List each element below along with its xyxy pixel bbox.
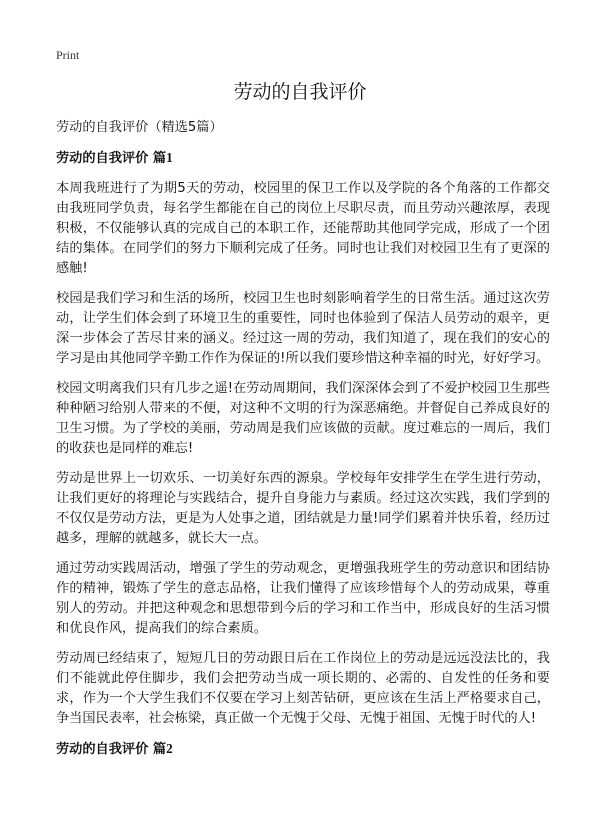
paragraph: 本周我班进行了为期5天的劳动，校园里的保卫工作以及学院的各个角落的工作都交由我班同学负责，每名学生都能在自己的岗位上尽职尽责，而且劳动兴趣浓厚，表现积极，不仅能够认真的完成自己的本职工作，还能帮助其他同学完成，形成了一个团结的集体。在同学们的努力下顺利完成了任务。同时也让我们对校园卫生有了更深的感触! — [56, 181, 550, 276]
print-link[interactable]: Print — [56, 48, 80, 62]
section-heading-number: 1 — [166, 150, 173, 165]
paragraph: 劳动周已经结束了，短短几日的劳动跟日后在工作岗位上的劳动是远远没法比的，我们不能就此停住脚步，我们会把劳动当成一项长期的、必需的、自发性的任务和要求，作为一个大学生我们不仅要在学习上刻苦钻研，更应该在生活上严格要求自己，争当国民表率，社会栋梁，真正做一个无愧于父母、无愧于祖国、无愧于时代的人! — [56, 651, 550, 726]
section-heading — [56, 148, 550, 169]
section-heading — [56, 739, 550, 760]
section-heading-number: 2 — [166, 741, 173, 756]
paragraph: 通过劳动实践周活动，增强了学生的劳动观念，更增强我班学生的劳动意识和团结协作的精神，锻炼了学生的意志品格，让我们懂得了应该珍惜每个人的劳动成果，尊重别人的劳动。并把这种观念和思想带到今后的学习和工作当中，形成良好的生活习惯和优良作风，提高我们的综合素质。 — [56, 561, 550, 636]
document-body — [56, 118, 550, 770]
section-heading-text: 劳动的自我评价 篇 — [56, 151, 167, 166]
document-title: 劳动的自我评价 — [233, 81, 367, 103]
paragraph: 校园是我们学习和生活的场所，校园卫生也时刻影响着学生的日常生活。通过这次劳动，让学生们体会到了环境卫生的重要性，同时也体验到了保洁人员劳动的艰辛，更深一步体会了苦尽甘来的涵义。经过这一周的劳动，我们知道了，现在我们的安心的学习是由其他同学辛勤工作作为保证的!所以我们要珍惜这种幸福的时光，好好学习。 — [56, 291, 550, 366]
paragraph: 校园文明离我们只有几步之遥!在劳动周期间，我们深深体会到了不爱护校园卫生那些种种陋习给别人带来的不便，对这种不文明的行为深恶痛绝。并督促自己养成良好的卫生习惯。为了学校的美丽，劳动周是我们应该做的贡献。度过难忘的一周后，我们的收获也是同样的难忘! — [56, 381, 550, 456]
paragraph: 劳动是世界上一切欢乐、一切美好东西的源泉。学校每年安排学生在学生进行劳动，让我们更好的将理论与实践结合，提升自身能力与素质。经过这次实践，我们学到的不仅仅是劳动方法，更是为人处事之道，团结就是力量!同学们累着并快乐着，经历过越多，理解的就越多，就长大一点。 — [56, 471, 550, 546]
document-subtitle: 劳动的自我评价（精选5篇） — [56, 120, 223, 135]
article-section-2 — [56, 739, 550, 760]
article-section-1 — [56, 148, 550, 729]
section-heading-text: 劳动的自我评价 篇 — [56, 742, 167, 757]
